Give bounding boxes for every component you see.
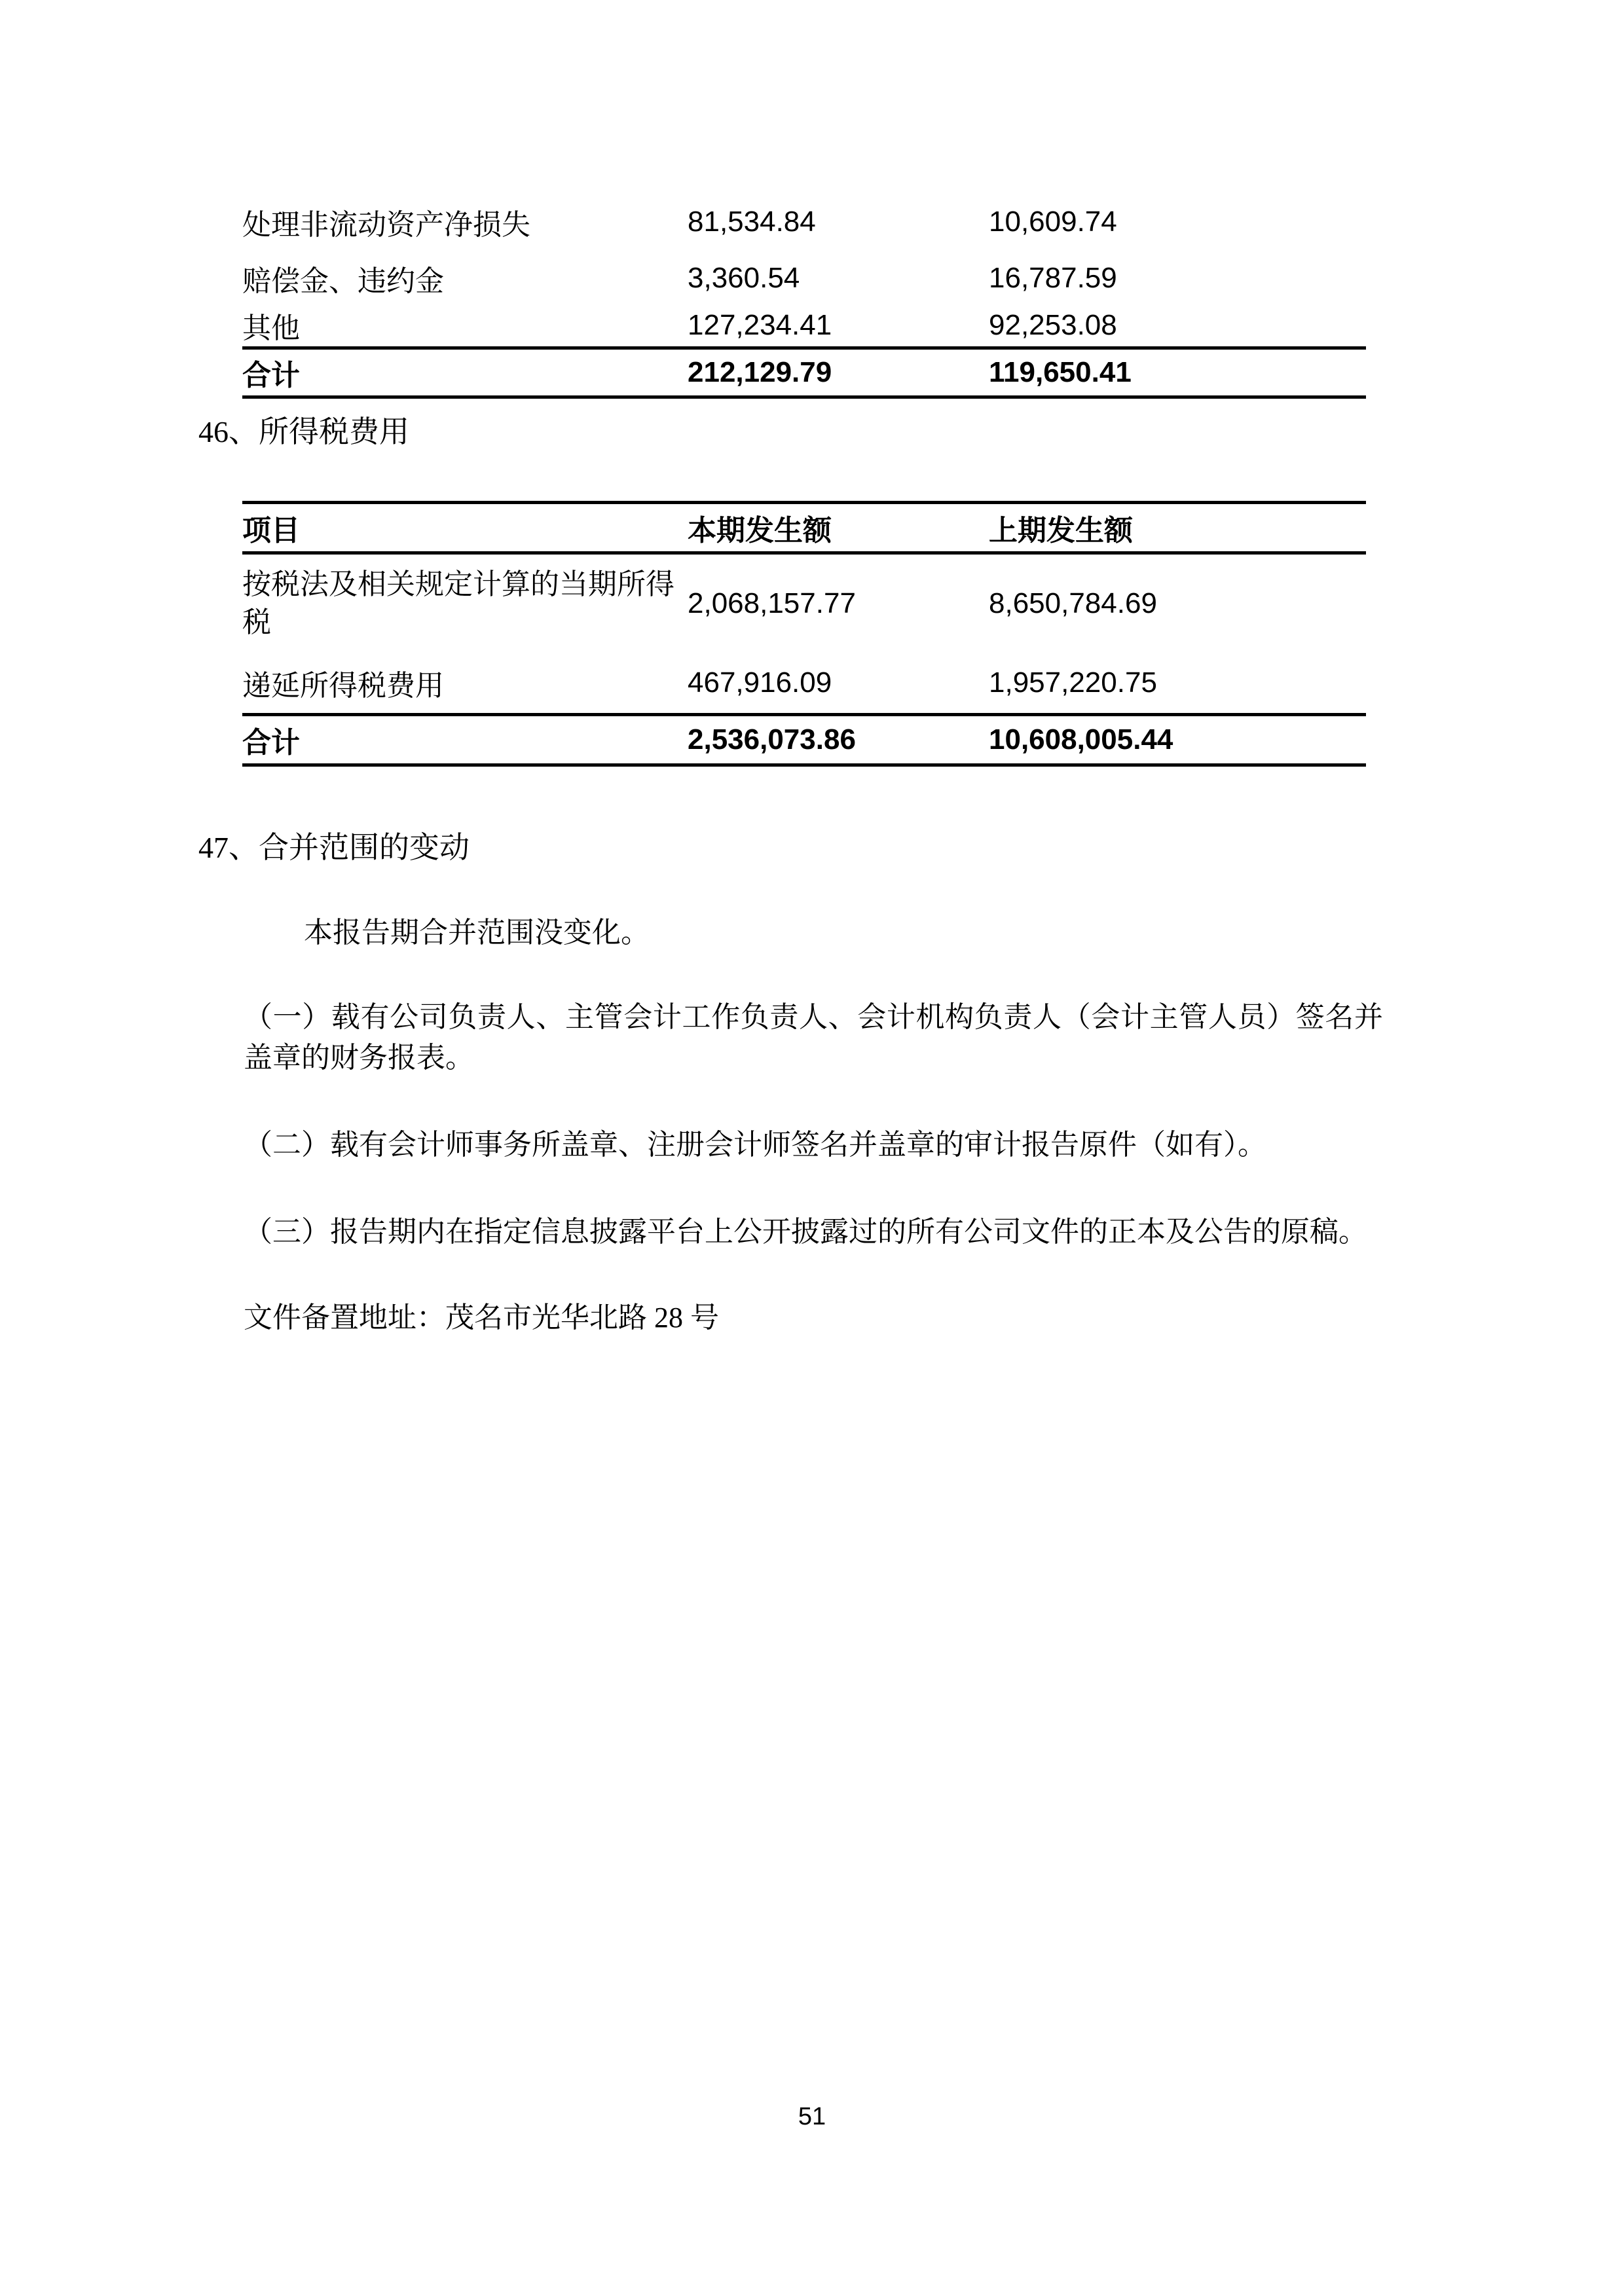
total-current-amount: 212,129.79 — [688, 348, 989, 397]
total-prior-amount: 119,650.41 — [989, 348, 1366, 397]
row-label: 处理非流动资产净损失 — [242, 209, 530, 241]
closing-item-3: （三）报告期内在指定信息披露平台上公开披露过的所有公司文件的正本及公告的原稿。 — [244, 1216, 1367, 1248]
page-number: 51 — [798, 2103, 826, 2130]
current-amount: 2,068,157.77 — [688, 587, 856, 619]
income-tax-table — [242, 501, 1366, 767]
prior-amount: 10,609.74 — [989, 206, 1117, 238]
row-label: 按税法及相关规定计算的当期所得税 — [242, 568, 674, 638]
closing-item-2: （二）载有会计师事务所盖章、注册会计师签名并盖章的审计报告原件（如有）。 — [244, 1129, 1266, 1161]
current-amount: 467,916.09 — [688, 666, 832, 699]
prior-amount: 92,253.08 — [989, 309, 1117, 341]
table-row — [242, 252, 1366, 304]
closing-item-1: （一）载有公司负责人、主管会计工作负责人、会计机构负责人（会计主管人员）签名并盖章的财务报表。 — [244, 1001, 1383, 1074]
header-current-period: 本期发生额 — [688, 503, 989, 553]
total-current-amount: 2,536,073.86 — [688, 715, 989, 765]
table-header-row — [242, 503, 1366, 553]
continuation-table — [242, 192, 1366, 399]
section-46-heading: 46、所得税费用 — [198, 415, 409, 448]
current-amount: 3,360.54 — [688, 262, 800, 294]
table-row — [242, 304, 1366, 348]
table-row — [242, 192, 1366, 252]
total-row — [242, 348, 1366, 397]
document-address: 文件备置地址：茂名市光华北路 28 号 — [244, 1302, 719, 1334]
row-label: 其他 — [242, 312, 300, 344]
total-row — [242, 715, 1366, 765]
total-label: 合计 — [242, 715, 688, 765]
row-label: 递延所得税费用 — [242, 670, 444, 702]
row-label: 赔偿金、违约金 — [242, 265, 444, 297]
table-row — [242, 553, 1366, 653]
prior-amount: 8,650,784.69 — [989, 587, 1157, 619]
header-prior-period: 上期发生额 — [989, 503, 1366, 553]
header-item: 项目 — [242, 503, 688, 553]
prior-amount: 16,787.59 — [989, 262, 1117, 294]
section-47-heading: 47、合并范围的变动 — [198, 831, 470, 864]
prior-amount: 1,957,220.75 — [989, 666, 1157, 699]
total-label: 合计 — [242, 348, 688, 397]
table-row — [242, 653, 1366, 715]
total-prior-amount: 10,608,005.44 — [989, 715, 1366, 765]
scope-change-paragraph: 本报告期合并范围没变化。 — [304, 917, 650, 949]
current-amount: 81,534.84 — [688, 206, 816, 238]
current-amount: 127,234.41 — [688, 309, 832, 341]
